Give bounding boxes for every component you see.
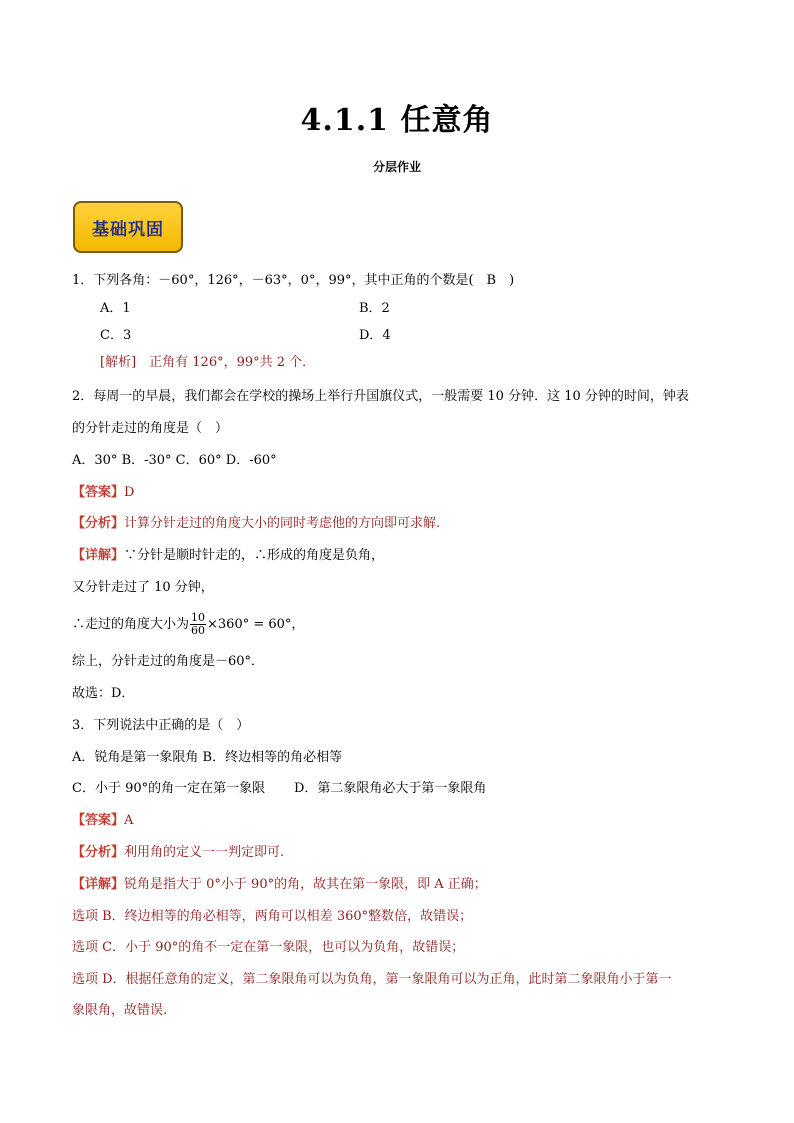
q3-option-c: C．小于 90°的角一定在第一象限 [72, 781, 266, 796]
q1-analysis: [解析] 正角有 126°，99°共 2 个． [100, 355, 316, 370]
fenxi-tag: 【分析】 [72, 845, 125, 860]
fraction-numerator: 10 [191, 611, 206, 624]
page-subtitle: 分层作业 [372, 160, 421, 174]
q3-xiangjie [72, 876, 487, 894]
q2-line5: 故选：D． [72, 686, 135, 701]
q1-option-b: B．2 [359, 301, 390, 316]
q1-stem: 1．下列各角：－60°，126°，－63°，0°，99°，其中正角的个数是( B ) [72, 273, 515, 288]
fraction [190, 612, 206, 637]
fenxi-tag: 【分析】 [72, 516, 125, 531]
q3-option-d: D．第二象限角必大于第一象限角 [294, 781, 487, 796]
section-badge-label: 基础巩固 [92, 219, 164, 240]
xiangjie-text: ∵分针是顺时针走的，∴形成的角度是负角， [124, 548, 385, 563]
xiangjie-tag: 【详解】 [72, 877, 125, 892]
fenxi-text: 计算分针走过的角度大小的同时考虑他的方向即可求解. [124, 516, 441, 531]
xiangjie-tag: 【详解】 [72, 548, 125, 563]
q3-fenxi [72, 844, 284, 862]
fraction-denominator: 60 [191, 624, 206, 637]
q2-stem-line1: 2．每周一的早晨，我们都会在学校的操场上举行升国旗仪式，一般需要 10 分钟．这 10 分钟的时间，钟表 [72, 389, 689, 404]
q2-answer [72, 484, 134, 502]
q3-option-c-explain: 选项 C．小于 90°的角不一定在第一象限，也可以为负角，故错误； [72, 940, 465, 955]
q2-line2: 又分针走过了 10 分钟， [72, 580, 214, 595]
q2-line3 [72, 612, 304, 637]
q2-line3-post: ×360° = 60°， [207, 617, 305, 632]
q2-xiangjie [72, 547, 384, 565]
q3-option-d-explain-1: 选项 D．根据任意角的定义，第二象限角可以为负角，第一象限角可以为正角，此时第二象限角小于第一 [72, 972, 672, 987]
answer-tag: 【答案】 [72, 813, 125, 828]
answer-value: A [124, 813, 134, 828]
xiangjie-text: 锐角是指大于 0°小于 90°的角，故其在第一象限，即 A 正确； [124, 877, 487, 892]
answer-value: D [124, 485, 135, 500]
q1-option-d: D．4 [359, 328, 391, 343]
q2-line3-pre: ∴走过的角度大小为 [72, 617, 190, 632]
answer-tag: 【答案】 [72, 485, 125, 500]
q2-fenxi [72, 515, 440, 533]
q1-option-c: C．3 [100, 328, 132, 343]
q2-options: A．30° B．-30° C．60° D．-60° [72, 453, 277, 468]
q3-option-d-explain-2: 象限角，故错误. [72, 1003, 168, 1018]
q2-stem-line2: 的分针走过的角度是（ ） [72, 421, 229, 436]
fenxi-text: 利用角的定义一一判定即可. [124, 845, 285, 860]
q2-line4: 综上，分针走过的角度是－60°． [72, 654, 265, 669]
q3-answer [72, 812, 133, 830]
page-title: 4.1.1 任意角 [300, 103, 494, 138]
q3-option-ab: A．锐角是第一象限角 B．终边相等的角必相等 [72, 750, 343, 765]
section-badge [73, 201, 183, 253]
q3-stem: 3．下列说法中正确的是（ ） [72, 718, 250, 733]
q1-option-a: A．1 [100, 301, 131, 316]
q3-option-b-explain: 选项 B．终边相等的角必相等，两角可以相差 360°整数倍，故错误； [72, 909, 473, 924]
